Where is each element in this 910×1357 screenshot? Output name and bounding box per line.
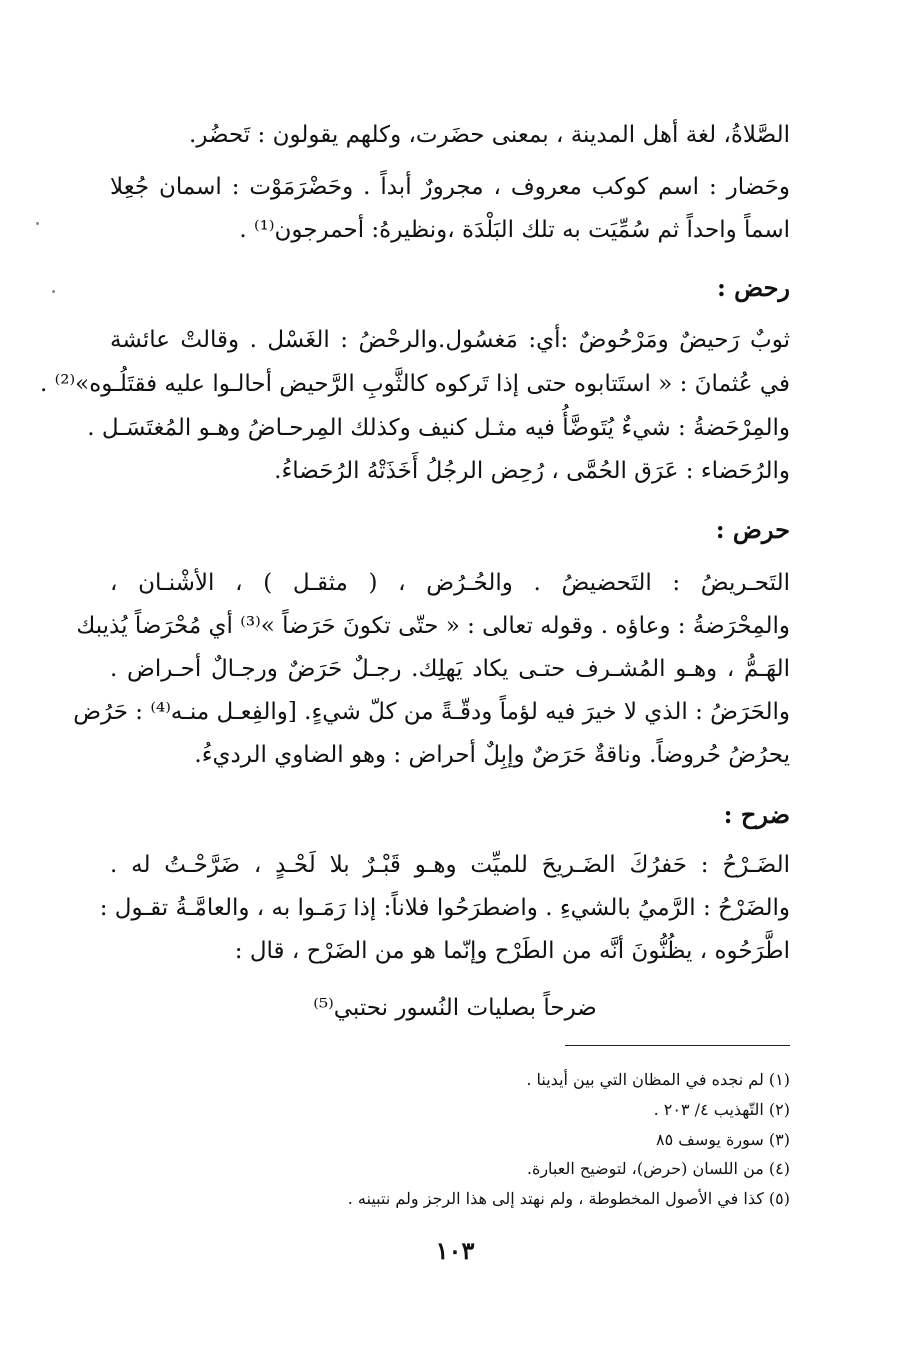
footnote: (٤) من اللسان (حرض)، لتوضيح العبارة. [526, 1159, 790, 1178]
scan-speck [36, 222, 39, 225]
entry-heading-darh: ضرح : [723, 800, 790, 829]
text-line: والرُحَضاء : عَرَق الحُمَّى ، رُحِض الرجُلُ أَخَذَتْهُ الرُحَضاءُ. [274, 458, 790, 484]
text-line: في عُثمانَ : « استَتابوه حتى إذا تَركوه كالثَّوبِ الرَّحيض أحالـوا عليه فقتَلُـوه»⁽²⁾ . [40, 371, 790, 397]
entry-heading-rahd: رحض : [716, 273, 790, 302]
verse-line: ضرحاً بصليات النُسور نحتبي⁽⁵⁾ [313, 995, 597, 1021]
text-line: والضَرْحُ : الرَّميُ بالشيءِ . واضطرَحُوا فلاناً: إذا رَمَـوا به ، والعامَّـةُ تقـول : [99, 895, 790, 921]
footnote: (٣) سورة يوسف ٨٥ [656, 1130, 790, 1149]
text-line: التَحـريضُ : التَحضيضُ . والحُـرُض ، ( مثقـل ) ، الأشْنـان ، [110, 570, 790, 596]
text-line: الهَـمُّ ، وهـو المُشـرف حتـى يكاد يَهلِك. رجـلٌ حَرَضٌ ورجـالٌ أحـراض . [110, 656, 790, 682]
text-line: والحَرَضُ : الذي لا خيرَ فيه لؤماً ودقّـةً من كلّ شيءٍ. [والفِعـل منـه⁽⁴⁾ : حَرُض [73, 699, 790, 725]
text-line: الضَـرْحُ : حَفرُكَ الضَـريحَ للميِّت وهـو قَبْـرٌ بلا لَحْـدٍ ، ضَرَّحْـتُ له . [110, 852, 790, 878]
scan-speck [52, 290, 55, 293]
text-line: يحرُضُ حُروضاً. وناقةٌ حَرَضٌ وإبِلٌ أحراض : وهو الضاوي الرديءُ. [194, 742, 790, 768]
footnote: (٢) التّهذيب ٤/ ٢٠٣ . [653, 1100, 790, 1119]
page-number: ١٠٣ [435, 1236, 475, 1265]
text-line: وحَضار : اسم كوكب معروف ، مجرورٌ أبداً . وحَضْرَمَوْت : اسمان جُعِلا [110, 174, 790, 200]
entry-heading-harad: حرض : [715, 515, 790, 544]
footnote: (١) لم نجده في المظان التي بين أيدينا . [526, 1070, 790, 1089]
text-line: والمِرْحَضةُ : شيءٌ يُتَوضَّأُ فيه مثـل كنيف وكذلك المِرحـاضُ وهـو المُغتَسَـل . [87, 415, 790, 441]
footnote-divider [565, 1045, 790, 1046]
text-line: الصَّلاةُ، لغة أهل المدينة ، بمعنى حضَرت، وكلهم يقولون : تَحضُر. [189, 122, 790, 148]
footnote: (٥) كذا في الأصول المخطوطة ، ولم نهتد إلى هذا الرجز ولم نتبينه . [347, 1189, 790, 1208]
text-line: اسماً واحداً ثم سُمِّيَت به تلك البَلْدَة ،ونظيرهُ: أحمرجون⁽¹⁾ . [239, 217, 790, 243]
text-line: اطَّرَحُوه ، يظُنُّونَ أنَّه من الطَرْح وإنّما هو من الضَرْح ، قال : [234, 938, 790, 964]
text-line: ثوبٌ رَحيضٌ ومَرْحُوضٌ :أي: مَغسُول.والرحْضُ : الغَسْل . وقالتْ عائشة [110, 327, 790, 353]
text-line: والمِحْرَضةُ : وعاؤه . وقوله تعالى : « حتّى تكونَ حَرَضاً »⁽³⁾ أي مُحْرَضاً يُذيبك [76, 613, 790, 639]
